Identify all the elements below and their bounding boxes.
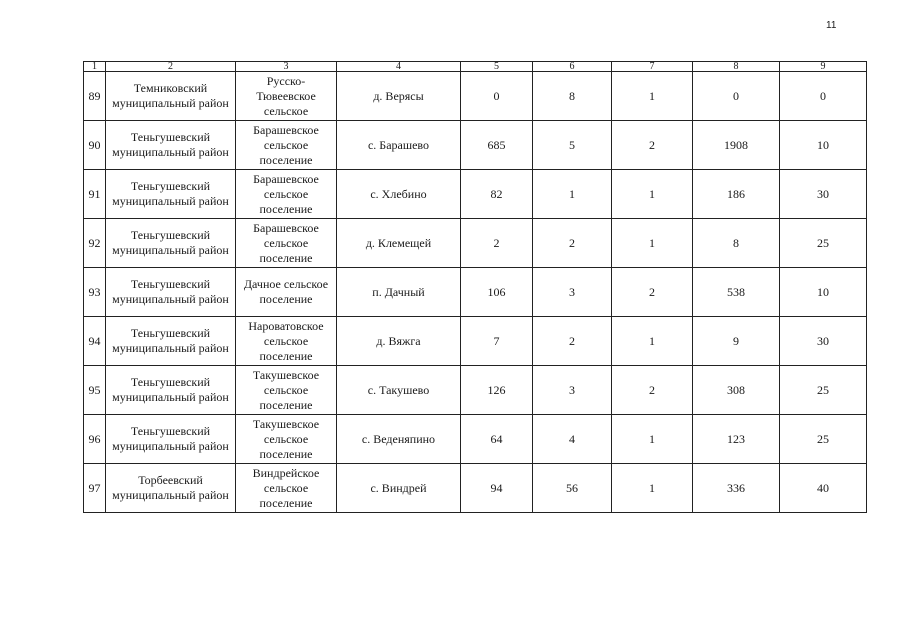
value-col5-cell: 126 <box>461 366 533 415</box>
settlement-cell: Русско-Тювеевское сельское <box>236 72 337 121</box>
row-number-cell: 94 <box>84 317 106 366</box>
value-col9-cell: 25 <box>780 415 867 464</box>
row-number-cell: 93 <box>84 268 106 317</box>
value-col9-cell: 30 <box>780 170 867 219</box>
locality-cell: с. Веденяпино <box>337 415 461 464</box>
value-col5-cell: 2 <box>461 219 533 268</box>
district-cell: Теньгушевский муниципальный район <box>106 121 236 170</box>
value-col6-cell: 5 <box>533 121 612 170</box>
column-number-row <box>84 62 867 72</box>
value-col8-cell: 0 <box>693 72 780 121</box>
locality-cell: с. Такушево <box>337 366 461 415</box>
value-col6-cell: 4 <box>533 415 612 464</box>
district-cell: Теньгушевский муниципальный район <box>106 219 236 268</box>
locality-cell: с. Виндрей <box>337 464 461 513</box>
locality-cell: д. Клемещей <box>337 219 461 268</box>
value-col7-cell: 1 <box>612 317 693 366</box>
settlement-cell: Виндрейское сельское поселение <box>236 464 337 513</box>
district-cell: Теньгушевский муниципальный район <box>106 170 236 219</box>
value-col5-cell: 0 <box>461 72 533 121</box>
value-col5-cell: 64 <box>461 415 533 464</box>
district-cell: Теньгушевский муниципальный район <box>106 366 236 415</box>
value-col7-cell: 2 <box>612 121 693 170</box>
row-number-cell: 89 <box>84 72 106 121</box>
settlement-cell: Барашевское сельское поселение <box>236 170 337 219</box>
value-col8-cell: 9 <box>693 317 780 366</box>
table-row <box>84 72 867 121</box>
settlement-cell: Дачное сельское поселение <box>236 268 337 317</box>
locality-cell: с. Хлебино <box>337 170 461 219</box>
value-col7-cell: 2 <box>612 268 693 317</box>
settlement-cell: Такушевское сельское поселение <box>236 415 337 464</box>
district-cell: Теньгушевский муниципальный район <box>106 415 236 464</box>
value-col8-cell: 123 <box>693 415 780 464</box>
column-number: 5 <box>461 62 533 72</box>
column-number: 6 <box>533 62 612 72</box>
locality-cell: с. Барашево <box>337 121 461 170</box>
row-number-cell: 92 <box>84 219 106 268</box>
row-number-cell: 95 <box>84 366 106 415</box>
value-col8-cell: 336 <box>693 464 780 513</box>
table-row <box>84 268 867 317</box>
district-cell: Теньгушевский муниципальный район <box>106 268 236 317</box>
page-number: 11 <box>826 20 837 31</box>
value-col9-cell: 10 <box>780 121 867 170</box>
value-col9-cell: 30 <box>780 317 867 366</box>
value-col6-cell: 3 <box>533 268 612 317</box>
locality-cell: д. Вяжга <box>337 317 461 366</box>
settlement-cell: Такушевское сельское поселение <box>236 366 337 415</box>
column-number: 1 <box>84 62 106 72</box>
column-number: 7 <box>612 62 693 72</box>
value-col9-cell: 40 <box>780 464 867 513</box>
table-row <box>84 464 867 513</box>
value-col6-cell: 3 <box>533 366 612 415</box>
value-col7-cell: 1 <box>612 170 693 219</box>
table-row <box>84 219 867 268</box>
value-col6-cell: 8 <box>533 72 612 121</box>
value-col7-cell: 1 <box>612 415 693 464</box>
value-col5-cell: 685 <box>461 121 533 170</box>
table-row <box>84 121 867 170</box>
column-number: 4 <box>337 62 461 72</box>
district-cell: Торбеевский муниципальный район <box>106 464 236 513</box>
table-row <box>84 317 867 366</box>
district-cell: Темниковский муниципальный район <box>106 72 236 121</box>
locality-cell: п. Дачный <box>337 268 461 317</box>
settlement-cell: Барашевское сельское поселение <box>236 121 337 170</box>
value-col8-cell: 186 <box>693 170 780 219</box>
table-row <box>84 366 867 415</box>
table-row <box>84 170 867 219</box>
row-number-cell: 97 <box>84 464 106 513</box>
settlement-cell: Нароватовское сельское поселение <box>236 317 337 366</box>
column-number: 2 <box>106 62 236 72</box>
district-cell: Теньгушевский муниципальный район <box>106 317 236 366</box>
value-col6-cell: 2 <box>533 317 612 366</box>
value-col9-cell: 25 <box>780 219 867 268</box>
value-col5-cell: 94 <box>461 464 533 513</box>
row-number-cell: 91 <box>84 170 106 219</box>
value-col9-cell: 10 <box>780 268 867 317</box>
locality-cell: д. Верясы <box>337 72 461 121</box>
value-col9-cell: 25 <box>780 366 867 415</box>
value-col7-cell: 1 <box>612 219 693 268</box>
settlement-cell: Барашевское сельское поселение <box>236 219 337 268</box>
value-col8-cell: 1908 <box>693 121 780 170</box>
column-number: 9 <box>780 62 867 72</box>
value-col5-cell: 7 <box>461 317 533 366</box>
row-number-cell: 96 <box>84 415 106 464</box>
column-number: 3 <box>236 62 337 72</box>
value-col7-cell: 1 <box>612 72 693 121</box>
value-col7-cell: 1 <box>612 464 693 513</box>
value-col5-cell: 106 <box>461 268 533 317</box>
value-col5-cell: 82 <box>461 170 533 219</box>
column-number: 8 <box>693 62 780 72</box>
table-row <box>84 415 867 464</box>
value-col6-cell: 1 <box>533 170 612 219</box>
value-col7-cell: 2 <box>612 366 693 415</box>
value-col8-cell: 8 <box>693 219 780 268</box>
value-col6-cell: 2 <box>533 219 612 268</box>
data-table <box>83 61 867 513</box>
value-col8-cell: 538 <box>693 268 780 317</box>
row-number-cell: 90 <box>84 121 106 170</box>
value-col6-cell: 56 <box>533 464 612 513</box>
value-col8-cell: 308 <box>693 366 780 415</box>
value-col9-cell: 0 <box>780 72 867 121</box>
